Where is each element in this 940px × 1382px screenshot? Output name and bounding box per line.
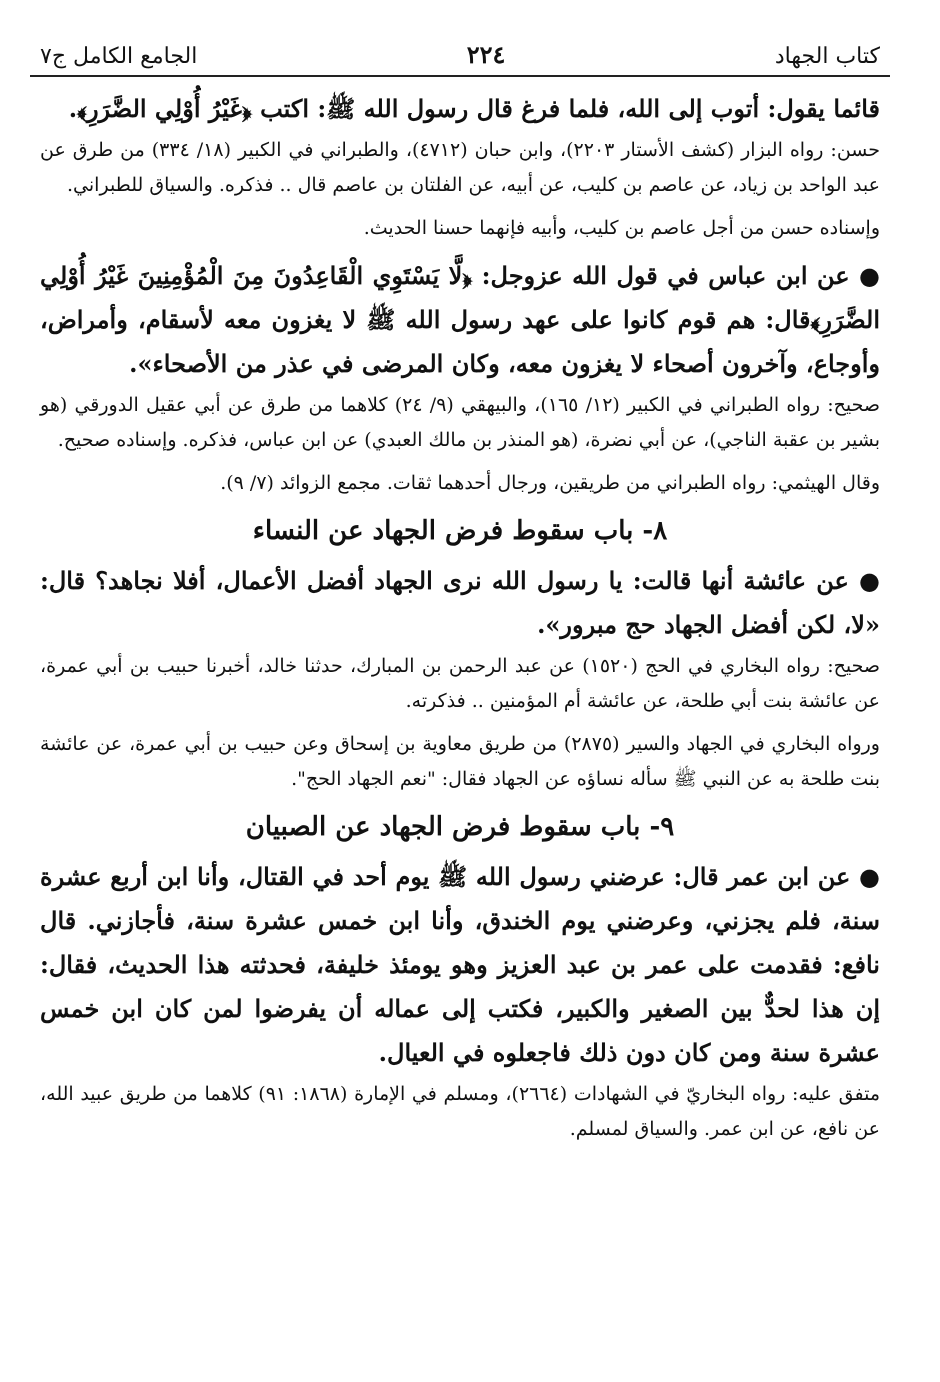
header-divider <box>30 75 890 77</box>
book-section-title: كتاب الجهاد <box>774 44 880 69</box>
hadith-text: ● عن ابن عمر قال: عرضني رسول الله ﷺ يوم أحد في القتال، وأنا ابن أربع عشرة سنة، فلم يجزني، وعرضني يوم الخندق، وأنا ابن خمس عشرة سنة، فأجازني. قال نافع: فقدمت على عمر بن عبد العزيز وهو يومئذ خليفة، فحدثته هذا الحديث، فقال: إن هذا لحدٌّ بين الصغير والكبير، فكتب إلى عماله أن يفرضوا لمن كان ابن خمس عشرة سنة ومن كان دون ذلك فاجعلوه في العيال. <box>40 862 880 1067</box>
book-volume-title: الجامع الكامل ج٧ <box>40 44 198 69</box>
takhrij-note: صحيح: رواه البخاري في الحج (١٥٢٠) عن عبد الرحمن بن المبارك، حدثنا خالد، أخبرنا حبيب بن أبي عمرة، عن عائشة بنت أبي طلحة، عن عائشة أم المؤمنين .. فذكرته. <box>40 655 880 712</box>
hadith-text: قائما يقول: أتوب إلى الله، فلما فرغ قال رسول الله ﷺ: اكتب ﴿غَيْرُ أُوْلِي الضَّرَرِ﴾. <box>68 94 880 123</box>
book-page <box>30 40 890 1155</box>
chapter-heading: ٨- باب سقوط فرض الجهاد عن النساء <box>252 516 668 546</box>
page-header <box>30 40 890 75</box>
takhrij-note: صحيح: رواه الطبراني في الكبير (١٢/ ١٦٥)، والبيهقي (٩/ ٢٤) كلاهما من طرق عن أبي عقيل الدورقي (هو بشير بن عقبة الناجي)، عن أبي نضرة، (هو المنذر بن مالك العبدي) عن ابن عباس، فذكره. وإسناده صحيح. <box>40 394 880 451</box>
takhrij-note: ورواه البخاري في الجهاد والسير (٢٨٧٥) من طريق معاوية بن إسحاق وعن حبيب بن أبي عمرة، عن عائشة بنت طلحة به عن النبي ﷺ سأله نساؤه عن الجهاد فقال: "نعم الجهاد الحج". <box>40 733 880 790</box>
takhrij-note: متفق عليه: رواه البخاريّ في الشهادات (٢٦٦٤)، ومسلم في الإمارة (١٨٦٨: ٩١) كلاهما من طريق عبيد الله، عن نافع، عن ابن عمر. والسياق لمسلم. <box>40 1083 881 1140</box>
takhrij-note: وقال الهيثمي: رواه الطبراني من طريقين، ورجال أحدهما ثقات. مجمع الزوائد (٧/ ٩). <box>220 472 880 494</box>
hadith-text: ● عن ابن عباس في قول الله عزوجل: ﴿لَّا يَسْتَوِي الْقَاعِدُونَ مِنَ الْمُؤْمِنِينَ غَيْرُ أُوْلِي الضَّرَرِ﴾قال: هم قوم كانوا على عهد رسول الله ﷺ لا يغزون معه لأسقام، وأمراض، وأوجاع، وآخرون أصحاء لا يغزون معه، وكان المرضى في عذر من الأصحاء». <box>40 261 880 378</box>
chapter-heading: ٩- باب سقوط فرض الجهاد عن الصبيان <box>245 812 675 842</box>
takhrij-note: وإسناده حسن من أجل عاصم بن كليب، وأبيه فإنهما حسنا الحديث. <box>363 217 880 239</box>
hadith-text: ● عن عائشة أنها قالت: يا رسول الله نرى الجهاد أفضل الأعمال، أفلا نجاهد؟ قال: «لا، لكن أفضل الجهاد حج مبرور». <box>40 566 880 639</box>
takhrij-note: حسن: رواه البزار (كشف الأستار ٢٢٠٣)، وابن حبان (٤٧١٢)، والطبراني في الكبير (١٨/ ٣٣٤) من طرق عن عبد الواحد بن زياد، عن عاصم بن كليب، عن أبيه، عن الفلتان بن عاصم قال .. فذكره. والسياق للطبراني. <box>40 139 880 196</box>
page-number: ٢٢٤ <box>466 40 506 69</box>
